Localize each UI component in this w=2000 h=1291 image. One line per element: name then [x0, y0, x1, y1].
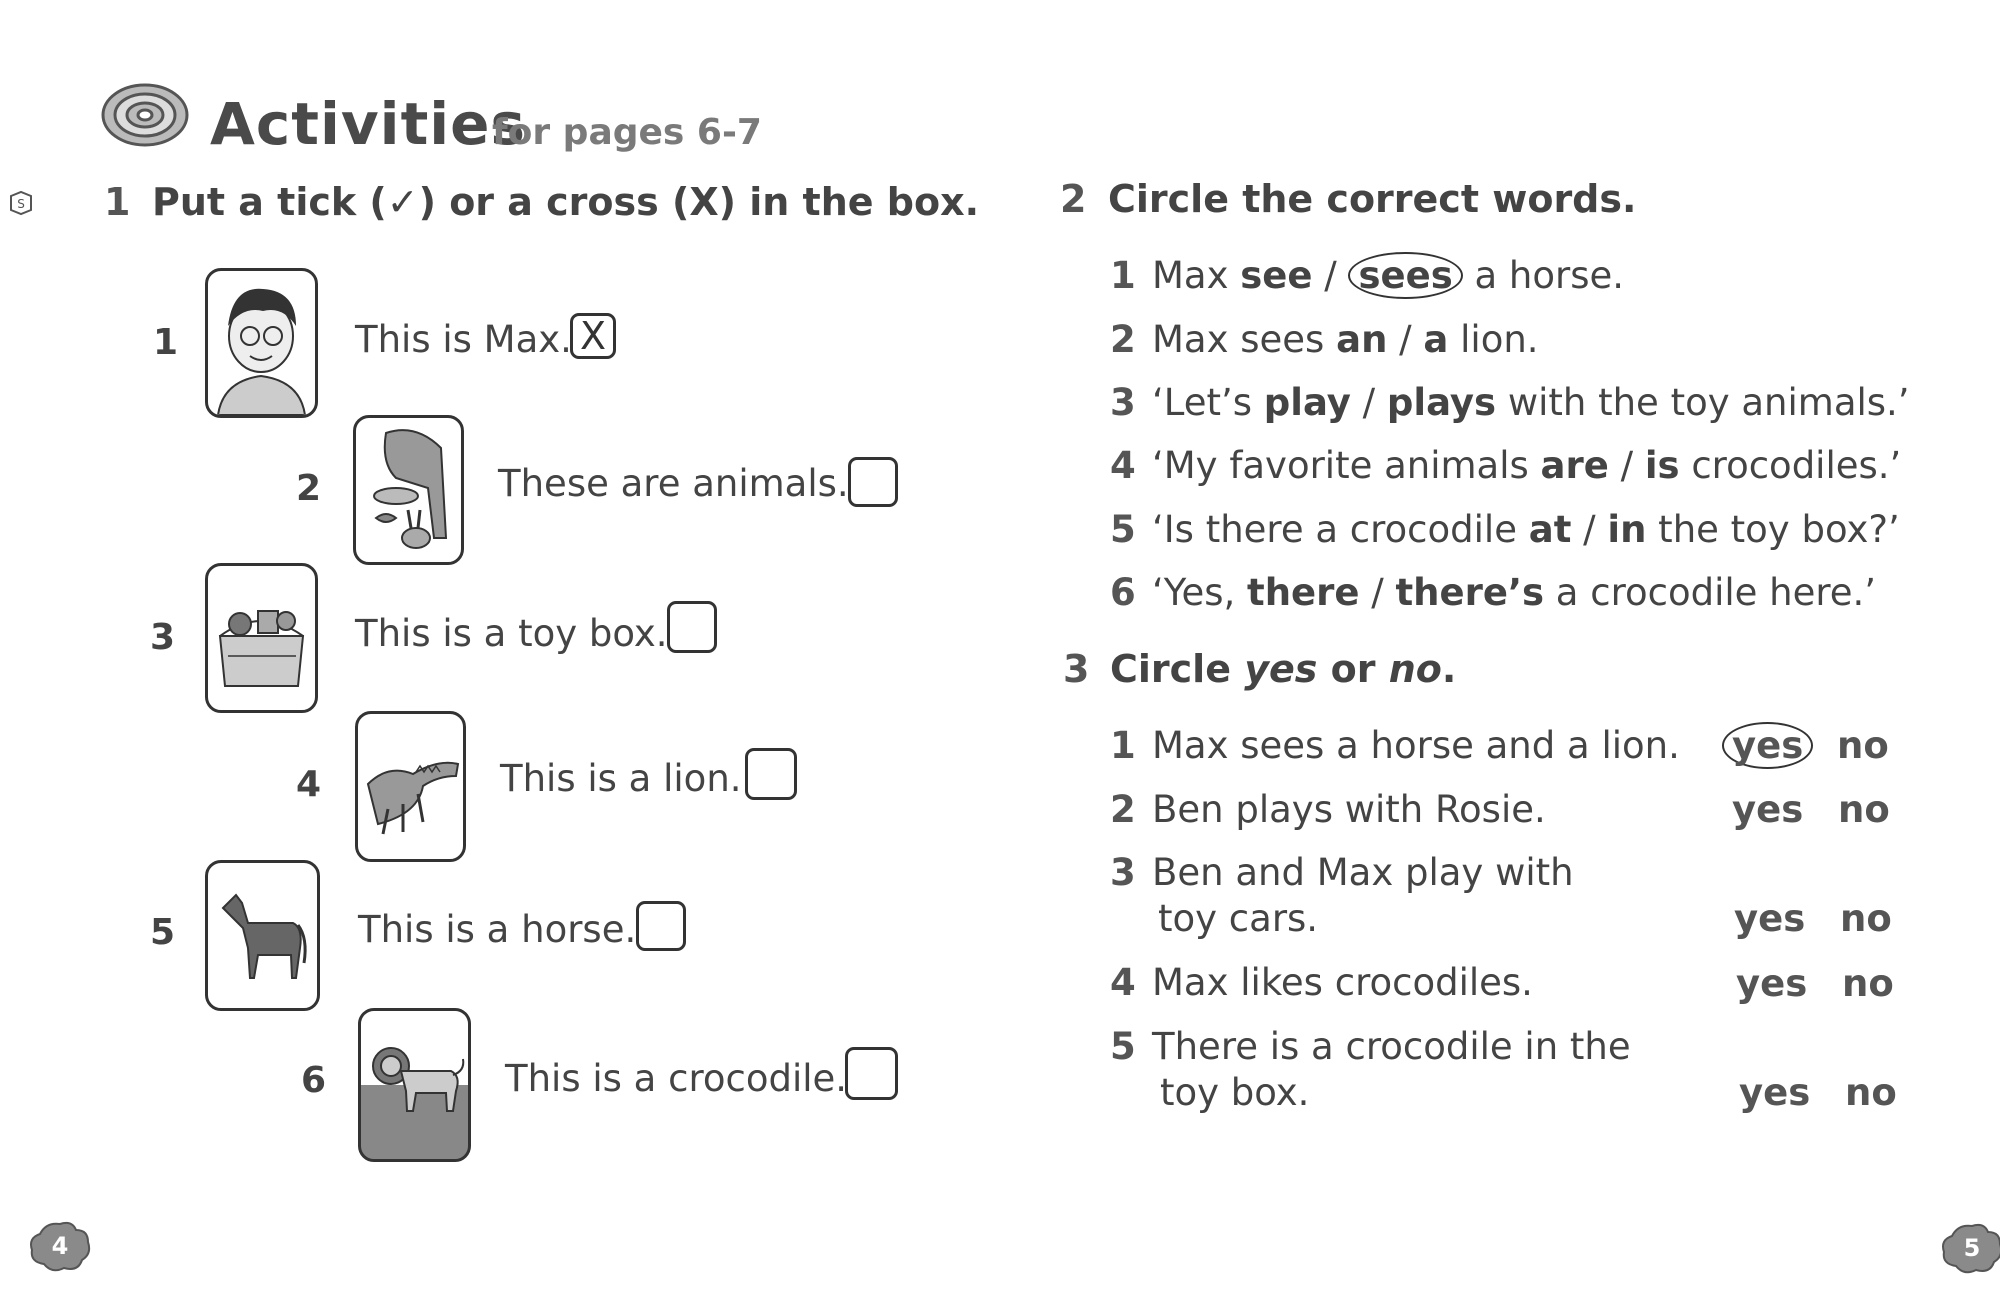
ex3-line: 5 There is a crocodile in the	[1110, 1025, 1631, 1068]
no-option[interactable]: no	[1837, 724, 1889, 767]
word-option[interactable]: a	[1423, 318, 1449, 361]
toy-box-icon	[205, 563, 318, 713]
ex1-item-number: 1	[153, 322, 179, 363]
answer-box[interactable]: X	[570, 313, 616, 359]
ex2-line: 2 Max sees an / a lion.	[1110, 318, 1539, 361]
ex1-item-text: This is a horse.	[358, 908, 637, 951]
page-number-left-badge	[28, 1220, 92, 1272]
ex1-item-number: 4	[296, 764, 322, 805]
word-option[interactable]: are	[1540, 444, 1609, 487]
page-number-right: 5	[1963, 1234, 1981, 1262]
ex3-item-number: 3	[1110, 851, 1136, 894]
page-number-right-badge	[1940, 1222, 2000, 1274]
swirl-logo-icon	[100, 80, 190, 150]
yes-option-circled[interactable]: yes	[1722, 722, 1813, 769]
no-option[interactable]: no	[1838, 788, 1890, 831]
word-option[interactable]: see	[1240, 254, 1313, 297]
ex1-item-text: This is a crocodile.	[505, 1057, 848, 1100]
answer-box[interactable]	[636, 901, 686, 951]
ex3-number: 3	[1063, 647, 1090, 691]
ex1-item-number: 6	[301, 1060, 327, 1101]
ex1-item-number: 2	[296, 468, 322, 509]
ex1-item-number: 3	[150, 617, 176, 658]
ex3-item-number: 5	[1110, 1025, 1136, 1068]
answer-box[interactable]	[667, 601, 717, 653]
ex2-item-number: 1	[1110, 254, 1136, 297]
horse-icon	[205, 860, 320, 1011]
boy-icon	[205, 268, 318, 418]
answer-box[interactable]	[845, 1047, 898, 1100]
ex2-line: 3 ‘Let’s play / plays with the toy animals.’	[1110, 381, 1910, 424]
word-option[interactable]: plays	[1386, 381, 1497, 424]
ex3-line-continued: toy cars.	[1158, 897, 1319, 940]
ex1-number: 1	[104, 180, 131, 224]
word-option[interactable]: there’s	[1395, 571, 1545, 614]
word-option[interactable]: is	[1644, 444, 1680, 487]
animals-icon	[353, 415, 464, 565]
yes-option[interactable]: yes	[1739, 1071, 1811, 1114]
page-title: Activities	[210, 90, 527, 158]
svg-text:S: S	[17, 197, 25, 211]
answer-box[interactable]	[745, 748, 797, 800]
ex3-line: 4 Max likes crocodiles.	[1110, 961, 1533, 1004]
yes-option[interactable]: yes	[1736, 962, 1808, 1005]
ex3-item-number: 1	[1110, 724, 1136, 767]
ex2-item-number: 3	[1110, 381, 1136, 424]
ex2-line: 5 ‘Is there a crocodile at / in the toy box?’	[1110, 508, 1900, 551]
ex2-number: 2	[1060, 177, 1087, 221]
ex3-item-number: 2	[1110, 788, 1136, 831]
yes-option[interactable]: yes	[1732, 788, 1804, 831]
word-option[interactable]: play	[1263, 381, 1351, 424]
ex3-line: 1 Max sees a horse and a lion.	[1110, 724, 1680, 767]
lion-icon	[358, 1008, 471, 1162]
word-option-circled[interactable]: sees	[1348, 252, 1462, 299]
page-subtitle: for pages 6-7	[492, 112, 762, 153]
ex3-line: 3 Ben and Max play with	[1110, 851, 1574, 894]
ex2-item-number: 6	[1110, 571, 1136, 614]
ex2-line: 4 ‘My favorite animals are / is crocodiles.’	[1110, 444, 1902, 487]
ex1-item-text: These are animals.	[498, 462, 849, 505]
ex2-line: 1 Max see / sees a horse.	[1110, 254, 1625, 297]
ex3-item-number: 4	[1110, 961, 1136, 1004]
ex1-item-text: This is Max.	[355, 318, 572, 361]
page-number-left: 4	[51, 1232, 69, 1260]
ex3-line: 2 Ben plays with Rosie.	[1110, 788, 1546, 831]
ex2-item-number: 5	[1110, 508, 1136, 551]
ex2-line: 6 ‘Yes, there / there’s a crocodile here.’	[1110, 571, 1877, 614]
word-option[interactable]: in	[1607, 508, 1647, 551]
ex2-item-number: 2	[1110, 318, 1136, 361]
crocodile-icon	[355, 711, 466, 862]
side-tab-icon	[8, 190, 34, 216]
yes-option[interactable]: yes	[1734, 897, 1806, 940]
no-option[interactable]: no	[1842, 962, 1894, 1005]
ex1-item-text: This is a lion.	[500, 757, 742, 800]
ex2-item-number: 4	[1110, 444, 1136, 487]
no-option[interactable]: no	[1840, 897, 1892, 940]
word-option[interactable]: there	[1247, 571, 1360, 614]
ex3-line-continued: toy box.	[1160, 1071, 1310, 1114]
word-option[interactable]: at	[1528, 508, 1572, 551]
ex1-instruction: Put a tick (✓) or a cross (X) in the box.	[152, 180, 980, 224]
word-option[interactable]: an	[1336, 318, 1388, 361]
no-option[interactable]: no	[1845, 1071, 1897, 1114]
ex3-instruction: Circle yes or no.	[1110, 647, 1457, 691]
answer-box[interactable]	[848, 457, 898, 507]
ex1-item-number: 5	[150, 912, 176, 953]
ex1-item-text: This is a toy box.	[355, 612, 668, 655]
ex2-instruction: Circle the correct words.	[1108, 177, 1637, 221]
